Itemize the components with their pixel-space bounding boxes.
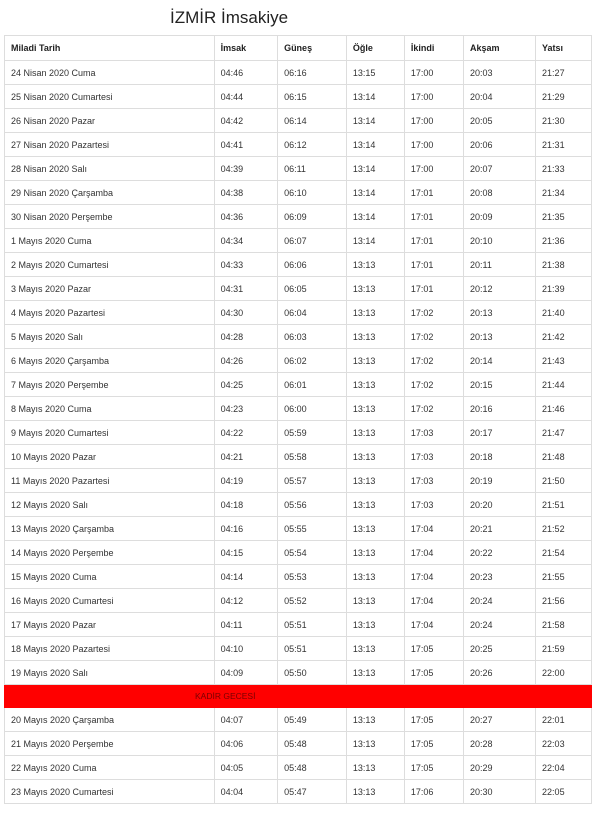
cell-gunes: 06:05 bbox=[278, 277, 347, 301]
cell-ogle: 13:13 bbox=[346, 517, 404, 541]
cell-gunes: 06:11 bbox=[278, 157, 347, 181]
cell-yatsi: 21:34 bbox=[536, 181, 592, 205]
cell-aksam: 20:20 bbox=[464, 493, 536, 517]
cell-yatsi: 21:31 bbox=[536, 133, 592, 157]
cell-date: 5 Mayıs 2020 Salı bbox=[5, 325, 215, 349]
cell-ikindi: 17:04 bbox=[404, 517, 463, 541]
cell-yatsi: 22:04 bbox=[536, 756, 592, 780]
cell-date: 24 Nisan 2020 Cuma bbox=[5, 61, 215, 85]
cell-imsak: 04:05 bbox=[214, 756, 277, 780]
cell-yatsi: 21:29 bbox=[536, 85, 592, 109]
table-row bbox=[5, 133, 592, 157]
cell-ogle: 13:13 bbox=[346, 756, 404, 780]
cell-ogle: 13:14 bbox=[346, 205, 404, 229]
column-header-aksam: Akşam bbox=[464, 36, 536, 61]
cell-ikindi: 17:04 bbox=[404, 613, 463, 637]
cell-ogle: 13:14 bbox=[346, 109, 404, 133]
cell-imsak: 04:36 bbox=[214, 205, 277, 229]
cell-yatsi: 21:30 bbox=[536, 109, 592, 133]
cell-gunes: 06:04 bbox=[278, 301, 347, 325]
table-row bbox=[5, 756, 592, 780]
cell-ikindi: 17:03 bbox=[404, 493, 463, 517]
cell-date: 30 Nisan 2020 Perşembe bbox=[5, 205, 215, 229]
kadir-gecesi-label: KADİR GECESİ bbox=[5, 685, 592, 708]
cell-ikindi: 17:03 bbox=[404, 445, 463, 469]
table-row bbox=[5, 517, 592, 541]
cell-ikindi: 17:06 bbox=[404, 780, 463, 804]
kadir-gecesi-row bbox=[5, 685, 592, 708]
cell-yatsi: 21:47 bbox=[536, 421, 592, 445]
cell-ogle: 13:13 bbox=[346, 493, 404, 517]
cell-aksam: 20:25 bbox=[464, 637, 536, 661]
cell-yatsi: 22:01 bbox=[536, 708, 592, 732]
cell-ikindi: 17:02 bbox=[404, 397, 463, 421]
table-row bbox=[5, 325, 592, 349]
cell-ogle: 13:13 bbox=[346, 277, 404, 301]
cell-gunes: 06:12 bbox=[278, 133, 347, 157]
cell-yatsi: 21:55 bbox=[536, 565, 592, 589]
cell-gunes: 06:02 bbox=[278, 349, 347, 373]
table-row bbox=[5, 780, 592, 804]
cell-yatsi: 21:56 bbox=[536, 589, 592, 613]
imsakiye-table bbox=[4, 35, 592, 804]
cell-ogle: 13:13 bbox=[346, 613, 404, 637]
cell-date: 12 Mayıs 2020 Salı bbox=[5, 493, 215, 517]
cell-imsak: 04:46 bbox=[214, 61, 277, 85]
cell-imsak: 04:09 bbox=[214, 661, 277, 685]
cell-aksam: 20:24 bbox=[464, 589, 536, 613]
table-row bbox=[5, 421, 592, 445]
cell-aksam: 20:08 bbox=[464, 181, 536, 205]
cell-ikindi: 17:01 bbox=[404, 205, 463, 229]
cell-aksam: 20:14 bbox=[464, 349, 536, 373]
cell-aksam: 20:24 bbox=[464, 613, 536, 637]
cell-gunes: 06:16 bbox=[278, 61, 347, 85]
cell-ogle: 13:15 bbox=[346, 61, 404, 85]
column-header-ogle: Öğle bbox=[346, 36, 404, 61]
cell-ikindi: 17:05 bbox=[404, 756, 463, 780]
cell-aksam: 20:23 bbox=[464, 565, 536, 589]
cell-imsak: 04:38 bbox=[214, 181, 277, 205]
imsakiye-table-container bbox=[4, 35, 592, 804]
cell-ogle: 13:13 bbox=[346, 397, 404, 421]
cell-imsak: 04:15 bbox=[214, 541, 277, 565]
cell-imsak: 04:23 bbox=[214, 397, 277, 421]
cell-ikindi: 17:00 bbox=[404, 109, 463, 133]
cell-yatsi: 21:54 bbox=[536, 541, 592, 565]
cell-yatsi: 22:05 bbox=[536, 780, 592, 804]
cell-yatsi: 21:58 bbox=[536, 613, 592, 637]
cell-yatsi: 21:42 bbox=[536, 325, 592, 349]
cell-ikindi: 17:03 bbox=[404, 469, 463, 493]
cell-imsak: 04:11 bbox=[214, 613, 277, 637]
cell-imsak: 04:31 bbox=[214, 277, 277, 301]
cell-imsak: 04:30 bbox=[214, 301, 277, 325]
column-header-yatsi: Yatsı bbox=[536, 36, 592, 61]
cell-yatsi: 21:52 bbox=[536, 517, 592, 541]
cell-ikindi: 17:01 bbox=[404, 229, 463, 253]
cell-yatsi: 22:03 bbox=[536, 732, 592, 756]
cell-ogle: 13:13 bbox=[346, 541, 404, 565]
cell-gunes: 05:53 bbox=[278, 565, 347, 589]
cell-yatsi: 21:44 bbox=[536, 373, 592, 397]
cell-ikindi: 17:00 bbox=[404, 157, 463, 181]
cell-ogle: 13:13 bbox=[346, 469, 404, 493]
cell-aksam: 20:04 bbox=[464, 85, 536, 109]
cell-gunes: 05:54 bbox=[278, 541, 347, 565]
cell-gunes: 05:49 bbox=[278, 708, 347, 732]
cell-aksam: 20:06 bbox=[464, 133, 536, 157]
table-row bbox=[5, 397, 592, 421]
cell-yatsi: 21:50 bbox=[536, 469, 592, 493]
cell-aksam: 20:28 bbox=[464, 732, 536, 756]
cell-ogle: 13:13 bbox=[346, 589, 404, 613]
table-row bbox=[5, 493, 592, 517]
cell-ikindi: 17:05 bbox=[404, 661, 463, 685]
cell-aksam: 20:30 bbox=[464, 780, 536, 804]
cell-gunes: 06:15 bbox=[278, 85, 347, 109]
table-row bbox=[5, 157, 592, 181]
cell-imsak: 04:18 bbox=[214, 493, 277, 517]
cell-gunes: 05:55 bbox=[278, 517, 347, 541]
cell-ikindi: 17:01 bbox=[404, 253, 463, 277]
table-row bbox=[5, 445, 592, 469]
cell-gunes: 05:56 bbox=[278, 493, 347, 517]
cell-date: 23 Mayıs 2020 Cumartesi bbox=[5, 780, 215, 804]
cell-date: 22 Mayıs 2020 Cuma bbox=[5, 756, 215, 780]
cell-imsak: 04:06 bbox=[214, 732, 277, 756]
cell-ikindi: 17:05 bbox=[404, 732, 463, 756]
cell-gunes: 06:03 bbox=[278, 325, 347, 349]
cell-date: 21 Mayıs 2020 Perşembe bbox=[5, 732, 215, 756]
cell-date: 1 Mayıs 2020 Cuma bbox=[5, 229, 215, 253]
cell-yatsi: 21:46 bbox=[536, 397, 592, 421]
cell-date: 25 Nisan 2020 Cumartesi bbox=[5, 85, 215, 109]
cell-imsak: 04:42 bbox=[214, 109, 277, 133]
table-row bbox=[5, 61, 592, 85]
cell-aksam: 20:22 bbox=[464, 541, 536, 565]
cell-ogle: 13:13 bbox=[346, 301, 404, 325]
table-row bbox=[5, 205, 592, 229]
cell-date: 16 Mayıs 2020 Cumartesi bbox=[5, 589, 215, 613]
table-row bbox=[5, 229, 592, 253]
cell-gunes: 05:52 bbox=[278, 589, 347, 613]
cell-date: 28 Nisan 2020 Salı bbox=[5, 157, 215, 181]
cell-date: 7 Mayıs 2020 Perşembe bbox=[5, 373, 215, 397]
cell-aksam: 20:05 bbox=[464, 109, 536, 133]
cell-date: 17 Mayıs 2020 Pazar bbox=[5, 613, 215, 637]
cell-yatsi: 21:38 bbox=[536, 253, 592, 277]
cell-aksam: 20:26 bbox=[464, 661, 536, 685]
cell-imsak: 04:14 bbox=[214, 565, 277, 589]
cell-date: 11 Mayıs 2020 Pazartesi bbox=[5, 469, 215, 493]
cell-ikindi: 17:05 bbox=[404, 637, 463, 661]
column-header-imsak: İmsak bbox=[214, 36, 277, 61]
cell-ikindi: 17:02 bbox=[404, 349, 463, 373]
table-row bbox=[5, 277, 592, 301]
cell-imsak: 04:04 bbox=[214, 780, 277, 804]
cell-ogle: 13:14 bbox=[346, 85, 404, 109]
cell-aksam: 20:11 bbox=[464, 253, 536, 277]
cell-gunes: 05:48 bbox=[278, 732, 347, 756]
column-header-ikindi: İkindi bbox=[404, 36, 463, 61]
cell-ogle: 13:13 bbox=[346, 325, 404, 349]
table-row bbox=[5, 613, 592, 637]
cell-date: 2 Mayıs 2020 Cumartesi bbox=[5, 253, 215, 277]
cell-gunes: 06:01 bbox=[278, 373, 347, 397]
cell-date: 8 Mayıs 2020 Cuma bbox=[5, 397, 215, 421]
cell-yatsi: 21:48 bbox=[536, 445, 592, 469]
cell-date: 18 Mayıs 2020 Pazartesi bbox=[5, 637, 215, 661]
cell-date: 3 Mayıs 2020 Pazar bbox=[5, 277, 215, 301]
cell-date: 20 Mayıs 2020 Çarşamba bbox=[5, 708, 215, 732]
cell-imsak: 04:28 bbox=[214, 325, 277, 349]
cell-imsak: 04:16 bbox=[214, 517, 277, 541]
cell-aksam: 20:13 bbox=[464, 325, 536, 349]
cell-date: 15 Mayıs 2020 Cuma bbox=[5, 565, 215, 589]
cell-gunes: 06:09 bbox=[278, 205, 347, 229]
table-row bbox=[5, 589, 592, 613]
table-row bbox=[5, 373, 592, 397]
table-body bbox=[5, 61, 592, 804]
table-row bbox=[5, 732, 592, 756]
cell-ogle: 13:14 bbox=[346, 133, 404, 157]
table-row bbox=[5, 301, 592, 325]
cell-imsak: 04:44 bbox=[214, 85, 277, 109]
cell-gunes: 05:50 bbox=[278, 661, 347, 685]
column-header-date: Miladi Tarih bbox=[5, 36, 215, 61]
cell-aksam: 20:27 bbox=[464, 708, 536, 732]
cell-date: 27 Nisan 2020 Pazartesi bbox=[5, 133, 215, 157]
cell-date: 19 Mayıs 2020 Salı bbox=[5, 661, 215, 685]
cell-yatsi: 21:51 bbox=[536, 493, 592, 517]
cell-ikindi: 17:04 bbox=[404, 565, 463, 589]
cell-aksam: 20:15 bbox=[464, 373, 536, 397]
cell-yatsi: 21:35 bbox=[536, 205, 592, 229]
table-row bbox=[5, 541, 592, 565]
cell-aksam: 20:13 bbox=[464, 301, 536, 325]
table-row bbox=[5, 181, 592, 205]
cell-ikindi: 17:04 bbox=[404, 541, 463, 565]
table-row bbox=[5, 109, 592, 133]
cell-ikindi: 17:00 bbox=[404, 85, 463, 109]
cell-ogle: 13:13 bbox=[346, 780, 404, 804]
cell-date: 9 Mayıs 2020 Cumartesi bbox=[5, 421, 215, 445]
cell-imsak: 04:39 bbox=[214, 157, 277, 181]
cell-gunes: 06:00 bbox=[278, 397, 347, 421]
cell-ogle: 13:13 bbox=[346, 732, 404, 756]
cell-ogle: 13:14 bbox=[346, 157, 404, 181]
cell-ikindi: 17:02 bbox=[404, 325, 463, 349]
cell-aksam: 20:29 bbox=[464, 756, 536, 780]
table-row bbox=[5, 253, 592, 277]
cell-gunes: 05:48 bbox=[278, 756, 347, 780]
table-header-row bbox=[5, 36, 592, 61]
cell-yatsi: 21:27 bbox=[536, 61, 592, 85]
cell-ikindi: 17:05 bbox=[404, 708, 463, 732]
cell-gunes: 05:51 bbox=[278, 613, 347, 637]
cell-ikindi: 17:01 bbox=[404, 277, 463, 301]
cell-yatsi: 21:36 bbox=[536, 229, 592, 253]
cell-aksam: 20:07 bbox=[464, 157, 536, 181]
cell-ogle: 13:13 bbox=[346, 349, 404, 373]
table-row bbox=[5, 469, 592, 493]
cell-gunes: 06:10 bbox=[278, 181, 347, 205]
cell-aksam: 20:19 bbox=[464, 469, 536, 493]
cell-yatsi: 22:00 bbox=[536, 661, 592, 685]
cell-gunes: 05:57 bbox=[278, 469, 347, 493]
cell-ogle: 13:13 bbox=[346, 637, 404, 661]
cell-imsak: 04:33 bbox=[214, 253, 277, 277]
cell-imsak: 04:26 bbox=[214, 349, 277, 373]
cell-ikindi: 17:02 bbox=[404, 373, 463, 397]
cell-gunes: 05:47 bbox=[278, 780, 347, 804]
cell-ikindi: 17:01 bbox=[404, 181, 463, 205]
cell-imsak: 04:34 bbox=[214, 229, 277, 253]
table-row bbox=[5, 637, 592, 661]
cell-ogle: 13:14 bbox=[346, 181, 404, 205]
cell-imsak: 04:19 bbox=[214, 469, 277, 493]
cell-date: 26 Nisan 2020 Pazar bbox=[5, 109, 215, 133]
cell-ogle: 13:13 bbox=[346, 253, 404, 277]
cell-imsak: 04:12 bbox=[214, 589, 277, 613]
cell-gunes: 06:06 bbox=[278, 253, 347, 277]
table-row bbox=[5, 661, 592, 685]
table-row bbox=[5, 349, 592, 373]
cell-gunes: 06:07 bbox=[278, 229, 347, 253]
cell-date: 14 Mayıs 2020 Perşembe bbox=[5, 541, 215, 565]
cell-gunes: 05:51 bbox=[278, 637, 347, 661]
cell-yatsi: 21:43 bbox=[536, 349, 592, 373]
cell-aksam: 20:12 bbox=[464, 277, 536, 301]
cell-ikindi: 17:00 bbox=[404, 61, 463, 85]
cell-ogle: 13:14 bbox=[346, 229, 404, 253]
cell-ikindi: 17:04 bbox=[404, 589, 463, 613]
cell-yatsi: 21:33 bbox=[536, 157, 592, 181]
cell-imsak: 04:25 bbox=[214, 373, 277, 397]
column-header-gunes: Güneş bbox=[278, 36, 347, 61]
cell-date: 6 Mayıs 2020 Çarşamba bbox=[5, 349, 215, 373]
cell-date: 29 Nisan 2020 Çarşamba bbox=[5, 181, 215, 205]
cell-imsak: 04:10 bbox=[214, 637, 277, 661]
cell-gunes: 05:59 bbox=[278, 421, 347, 445]
cell-aksam: 20:03 bbox=[464, 61, 536, 85]
cell-date: 10 Mayıs 2020 Pazar bbox=[5, 445, 215, 469]
cell-ogle: 13:13 bbox=[346, 445, 404, 469]
cell-ogle: 13:13 bbox=[346, 565, 404, 589]
cell-aksam: 20:10 bbox=[464, 229, 536, 253]
cell-aksam: 20:16 bbox=[464, 397, 536, 421]
cell-imsak: 04:07 bbox=[214, 708, 277, 732]
cell-aksam: 20:18 bbox=[464, 445, 536, 469]
cell-gunes: 05:58 bbox=[278, 445, 347, 469]
table-row bbox=[5, 85, 592, 109]
cell-ikindi: 17:03 bbox=[404, 421, 463, 445]
cell-aksam: 20:21 bbox=[464, 517, 536, 541]
cell-imsak: 04:41 bbox=[214, 133, 277, 157]
table-row bbox=[5, 565, 592, 589]
cell-aksam: 20:09 bbox=[464, 205, 536, 229]
cell-yatsi: 21:59 bbox=[536, 637, 592, 661]
cell-imsak: 04:22 bbox=[214, 421, 277, 445]
cell-date: 13 Mayıs 2020 Çarşamba bbox=[5, 517, 215, 541]
cell-yatsi: 21:40 bbox=[536, 301, 592, 325]
cell-ogle: 13:13 bbox=[346, 708, 404, 732]
cell-date: 4 Mayıs 2020 Pazartesi bbox=[5, 301, 215, 325]
page-title: İZMİR İmsakiye bbox=[170, 8, 289, 27]
cell-ogle: 13:13 bbox=[346, 661, 404, 685]
cell-ogle: 13:13 bbox=[346, 421, 404, 445]
table-row bbox=[5, 708, 592, 732]
cell-ikindi: 17:00 bbox=[404, 133, 463, 157]
cell-ogle: 13:13 bbox=[346, 373, 404, 397]
cell-gunes: 06:14 bbox=[278, 109, 347, 133]
cell-aksam: 20:17 bbox=[464, 421, 536, 445]
cell-ikindi: 17:02 bbox=[404, 301, 463, 325]
cell-imsak: 04:21 bbox=[214, 445, 277, 469]
cell-yatsi: 21:39 bbox=[536, 277, 592, 301]
